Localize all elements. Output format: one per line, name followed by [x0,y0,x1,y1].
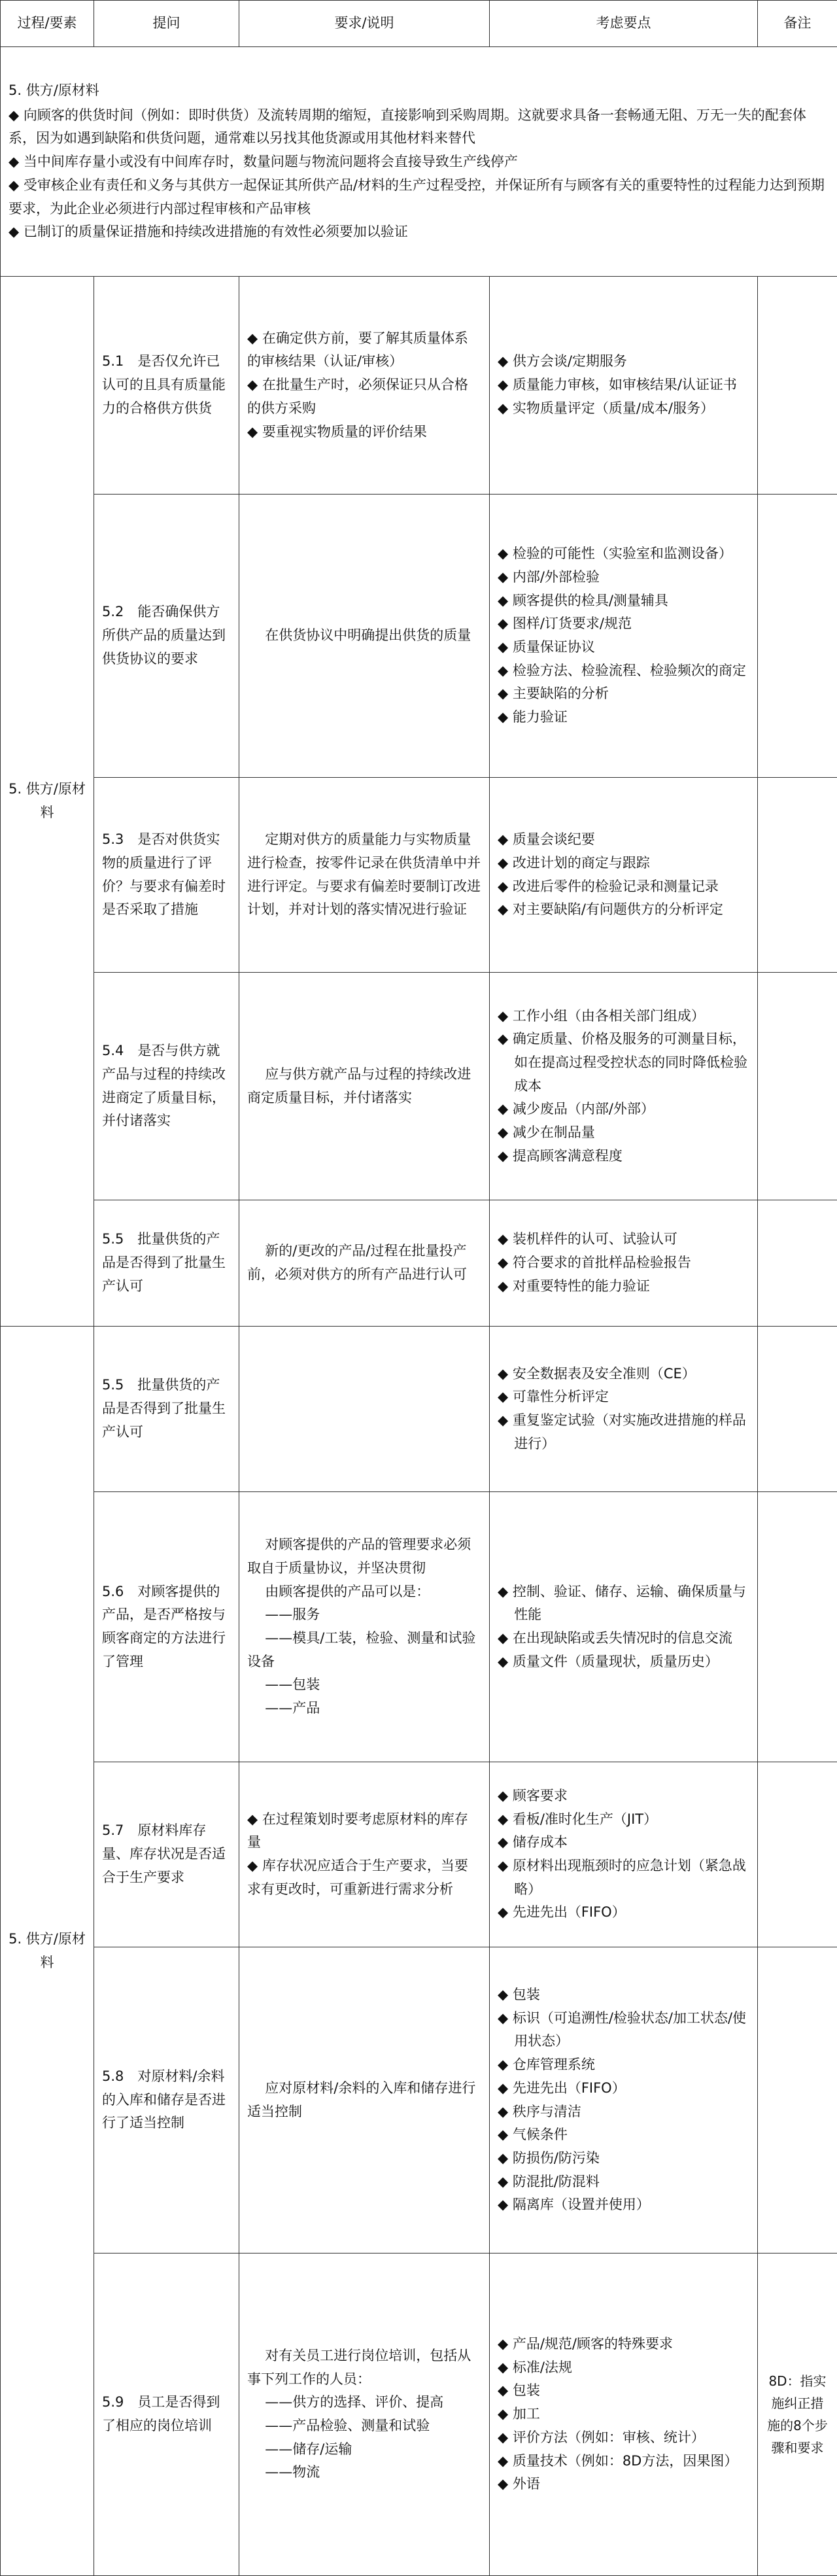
consideration-item: ◆ 改进计划的商定与跟踪 [498,852,749,875]
table-row [1,778,837,973]
remark-cell [758,1327,837,1492]
table-row [1,2254,837,2576]
requirement-line: 在供货协议中明确提出供货的质量 [247,624,481,648]
consideration-item: ◆ 防损伤/防污染 [498,2147,749,2170]
consideration-item: ◆ 控制、验证、储存、运输、确保质量与性能 [498,1580,749,1627]
consideration-item: ◆ 顾客要求 [498,1784,749,1808]
requirement-cell [239,778,490,973]
remark-cell: 8D：指实施纠正措施的8个步骤和要求 [758,2254,837,2576]
requirement-line: ——模具/工装，检验、测量和试验设备 [247,1627,481,1673]
consideration-item: ◆ 质量会谈纪要 [498,828,749,852]
consideration-item: ◆ 装机样件的认可、试验认可 [498,1228,749,1251]
requirement-line: ——供方的选择、评价、提高 [247,2391,481,2414]
consideration-item: ◆ 提高顾客满意程度 [498,1145,749,1168]
considerations-cell [490,277,758,495]
consideration-item: ◆ 减少在制品量 [498,1121,749,1145]
consideration-item: ◆ 储存成本 [498,1831,749,1854]
considerations-cell [490,1762,758,1947]
requirement-line: ◆ 在确定供方前，要了解其质量体系的审核结果（认证/审核） [247,327,481,374]
consideration-item: ◆ 检验方法、检验流程、检验频次的商定 [498,659,749,683]
requirement-line: 新的/更改的产品/过程在批量投产前，必须对供方的所有产品进行认可 [247,1240,481,1286]
remark-cell [758,1492,837,1762]
question-cell: 5.5 批量供货的产品是否得到了批量生产认可 [94,1327,239,1492]
consideration-item: ◆ 防混批/防混料 [498,2170,749,2194]
header-question: 提问 [94,1,239,47]
considerations-cell [490,2254,758,2576]
table-row [1,1327,837,1492]
question-cell: 5.6 对顾客提供的产品，是否严格按与顾客商定的方法进行了管理 [94,1492,239,1762]
remark-cell [758,277,837,495]
header-requirement: 要求/说明 [239,1,490,47]
consideration-item: ◆ 隔离库（设置并使用） [498,2193,749,2217]
consideration-item: ◆ 质量技术（例如：8D方法，因果图） [498,2450,749,2473]
consideration-item: ◆ 先进先出（FIFO） [498,1901,749,1924]
consideration-item: ◆ 气候条件 [498,2123,749,2147]
consideration-item: ◆ 质量能力审核，如审核结果/认证证书 [498,374,749,397]
question-cell: 5.3 是否对供货实物的质量进行了评价？与要求有偏差时是否采取了措施 [94,778,239,973]
requirement-line: ——产品检验、测量和试验 [247,2414,481,2438]
consideration-item: ◆ 对重要特性的能力验证 [498,1275,749,1298]
table-header-row [1,1,837,47]
section-label: 5. 供方/原材料 [1,277,94,1327]
remark-cell [758,495,837,778]
requirement-line: ◆ 要重视实物质量的评价结果 [247,421,481,444]
table-row [1,1762,837,1947]
intro-bullet: ◆ 受审核企业有责任和义务与其供方一起保证其所供产品/材料的生产过程受控，并保证所有与顾客有关的重要特性的过程能力达到预期要求，为此企业必须进行内部过程审核和产品审核 [9,174,829,220]
consideration-item: ◆ 主要缺陷的分析 [498,682,749,706]
consideration-item: ◆ 看板/准时化生产（JIT） [498,1808,749,1832]
intro-row [1,47,837,277]
consideration-item: ◆ 图样/订货要求/规范 [498,612,749,636]
consideration-item: ◆ 减少废品（内部/外部） [498,1098,749,1121]
intro-bullet: ◆ 已制订的质量保证措施和持续改进措施的有效性必须要加以验证 [9,220,829,244]
considerations-cell [490,1200,758,1327]
requirement-line: ——储存/运输 [247,2438,481,2462]
question-cell: 5.2 能否确保供方所供产品的质量达到供货协议的要求 [94,495,239,778]
header-remarks: 备注 [758,1,837,47]
header-considerations: 考虑要点 [490,1,758,47]
consideration-item: ◆ 包装 [498,1983,749,2007]
remark-cell [758,1762,837,1947]
requirement-line: ——物流 [247,2461,481,2484]
consideration-item: ◆ 能力验证 [498,706,749,729]
requirement-line: 对顾客提供的产品的管理要求必须取自于质量协议，并坚决贯彻 [247,1533,481,1580]
consideration-item: ◆ 改进后零件的检验记录和测量记录 [498,875,749,899]
considerations-cell [490,1327,758,1492]
intro-cell [1,47,837,277]
consideration-item: ◆ 确定质量、价格及服务的可测量目标，如在提高过程受控状态的同时降低检验成本 [498,1028,749,1098]
question-cell: 5.4 是否与供方就产品与过程的持续改进商定了质量目标，并付诸落实 [94,973,239,1200]
requirement-cell [239,1327,490,1492]
considerations-cell [490,1492,758,1762]
consideration-item: ◆ 检验的可能性（实验室和监测设备） [498,542,749,566]
question-cell: 5.5 批量供货的产品是否得到了批量生产认可 [94,1200,239,1327]
consideration-item: ◆ 实物质量评定（质量/成本/服务） [498,397,749,421]
remark-cell [758,778,837,973]
requirement-line: ◆ 在过程策划时要考虑原材料的库存量 [247,1808,481,1854]
requirement-line: ——包装 [247,1673,481,1697]
remark-cell [758,1947,837,2254]
requirement-line: ◆ 库存状况应适合于生产要求，当要求有更改时，可重新进行需求分析 [247,1854,481,1901]
considerations-cell [490,973,758,1200]
table-row [1,973,837,1200]
question-cell: 5.1 是否仅允许已认可的且具有质量能力的合格供方供货 [94,277,239,495]
consideration-item: ◆ 顾客提供的检具/测量辅具 [498,589,749,613]
requirement-cell [239,495,490,778]
requirement-line: ◆ 在批量生产时，必须保证只从合格的供方采购 [247,374,481,420]
intro-bullet: ◆ 向顾客的供货时间（例如：即时供货）及流转周期的缩短，直接影响到采购周期。这就要求具备一套畅通无阻、万无一失的配套体系，因为如遇到缺陷和供货问题，通常难以另找其他货源或用其他材料来替代 [9,104,829,150]
consideration-item: ◆ 标准/法规 [498,2356,749,2380]
requirement-line: 对有关员工进行岗位培训，包括从事下列工作的人员： [247,2344,481,2391]
considerations-cell [490,1947,758,2254]
requirement-line: 应对原材料/余料的入库和储存进行适当控制 [247,2077,481,2123]
table-row [1,1947,837,2254]
remark-cell [758,973,837,1200]
consideration-item: ◆ 仓库管理系统 [498,2053,749,2077]
table-row [1,1492,837,1762]
intro-title: 5. 供方/原材料 [9,79,829,103]
considerations-cell [490,778,758,973]
requirement-cell [239,1947,490,2254]
requirement-line: 应与供方就产品与过程的持续改进商定质量目标，并付诸落实 [247,1063,481,1109]
requirement-cell [239,2254,490,2576]
table-row [1,1200,837,1327]
table-row [1,495,837,778]
requirement-line: 定期对供方的质量能力与实物质量进行检查，按零件记录在供货清单中并进行评定。与要求有偏差时要制订改进计划，并对计划的落实情况进行验证 [247,828,481,922]
consideration-item: ◆ 内部/外部检验 [498,566,749,589]
requirement-line: ——产品 [247,1697,481,1720]
consideration-item: ◆ 先进先出（FIFO） [498,2077,749,2100]
requirement-cell [239,1200,490,1327]
question-cell: 5.8 对原材料/余料的入库和储存是否进行了适当控制 [94,1947,239,2254]
consideration-item: ◆ 质量保证协议 [498,636,749,659]
consideration-item: ◆ 加工 [498,2403,749,2426]
requirement-cell [239,973,490,1200]
consideration-item: ◆ 质量文件（质量现状，质量历史） [498,1650,749,1674]
requirement-cell [239,1492,490,1762]
consideration-item: ◆ 对主要缺陷/有问题供方的分析评定 [498,898,749,922]
consideration-item: ◆ 在出现缺陷或丢失情况时的信息交流 [498,1627,749,1650]
intro-bullet: ◆ 当中间库存量小或没有中间库存时，数量问题与物流问题将会直接导致生产线停产 [9,150,829,174]
header-process: 过程/要素 [1,1,94,47]
requirement-cell [239,277,490,495]
consideration-item: ◆ 重复鉴定试验（对实施改进措施的样品进行） [498,1409,749,1455]
section-label: 5. 供方/原材料 [1,1327,94,2576]
question-cell: 5.9 员工是否得到了相应的岗位培训 [94,2254,239,2576]
consideration-item: ◆ 原材料出现瓶颈时的应急计划（紧急战略） [498,1854,749,1901]
consideration-item: ◆ 秩序与清洁 [498,2100,749,2124]
consideration-item: ◆ 包装 [498,2379,749,2403]
consideration-item: ◆ 可靠性分析评定 [498,1385,749,1409]
consideration-item: ◆ 标识（可追溯性/检验状态/加工状态/使用状态） [498,2007,749,2053]
requirement-cell [239,1762,490,1947]
consideration-item: ◆ 符合要求的首批样品检验报告 [498,1251,749,1275]
consideration-item: ◆ 安全数据表及安全准则（CE） [498,1363,749,1386]
table-row [1,277,837,495]
requirement-line: ——服务 [247,1603,481,1627]
consideration-item: ◆ 工作小组（由各相关部门组成） [498,1005,749,1028]
remark-cell [758,1200,837,1327]
considerations-cell [490,495,758,778]
consideration-item: ◆ 供方会谈/定期服务 [498,350,749,374]
requirement-line: 由顾客提供的产品可以是： [247,1580,481,1604]
question-cell: 5.7 原材料库存量、库存状况是否适合于生产要求 [94,1762,239,1947]
consideration-item: ◆ 产品/规范/顾客的特殊要求 [498,2333,749,2356]
consideration-item: ◆ 外语 [498,2473,749,2496]
consideration-item: ◆ 评价方法（例如：审核、统计） [498,2426,749,2450]
